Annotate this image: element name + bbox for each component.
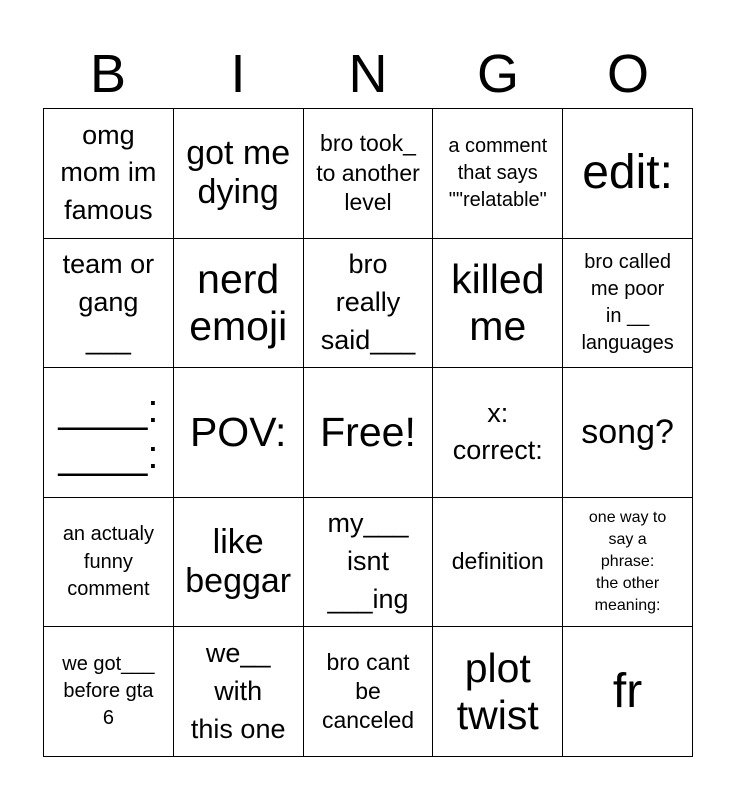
cell-text: song? (581, 412, 674, 451)
cell-text: x: correct: (452, 397, 543, 466)
bingo-cell-r2-c4[interactable] (433, 239, 563, 369)
bingo-cell-r3-c3[interactable] (304, 368, 434, 498)
cell-text: nerd emoji (189, 255, 288, 349)
bingo-cell-r5-c5[interactable] (563, 627, 693, 757)
bingo-cell-r1-c2[interactable] (174, 109, 304, 239)
cell-text: killed me (451, 255, 545, 349)
bingo-cell-r3-c4[interactable] (433, 368, 563, 498)
header-letter-n: N (348, 44, 388, 104)
bingo-cell-r4-c5[interactable] (563, 498, 693, 628)
cell-text: like beggar (185, 523, 292, 601)
cell-text: we got___ before gta 6 (62, 652, 155, 730)
bingo-cell-r4-c1[interactable] (44, 498, 174, 628)
cell-text: team or gang ___ (62, 249, 155, 355)
cell-text: a comment that says ""relatable" (448, 134, 548, 211)
cell-text: omg mom im famous (60, 119, 157, 226)
bingo-cell-r2-c5[interactable] (563, 239, 693, 369)
cell-text: fr (612, 664, 643, 718)
cell-text: plot twist (456, 644, 539, 738)
bingo-cell-r4-c2[interactable] (174, 498, 304, 628)
bingo-cell-r3-c1[interactable] (44, 368, 174, 498)
bingo-cell-r3-c2[interactable] (174, 368, 304, 498)
bingo-cell-r5-c3[interactable] (304, 627, 434, 757)
cell-text: bro took_ to another level (316, 130, 420, 215)
cell-text: one way to say a phrase: the other meaning: (588, 508, 667, 615)
bingo-cell-r5-c2[interactable] (174, 627, 304, 757)
header-letter-b: B (89, 44, 127, 104)
cell-text: bro really said___ (320, 249, 416, 355)
cell-text: ____: ____: (58, 387, 159, 478)
bingo-cell-r5-c4[interactable] (433, 627, 563, 757)
bingo-cell-r2-c3[interactable] (304, 239, 434, 369)
bingo-cell-r1-c5[interactable] (563, 109, 693, 239)
cell-text: Free! (320, 408, 416, 455)
bingo-cell-r1-c1[interactable] (44, 109, 174, 239)
bingo-cell-r3-c5[interactable] (563, 368, 693, 498)
cell-text: edit: (582, 146, 673, 200)
bingo-cell-r2-c2[interactable] (174, 239, 304, 369)
cell-text: my___ isnt ___ing (327, 508, 409, 614)
header-letter-g: G (476, 44, 519, 104)
header-letter-i: I (230, 44, 246, 104)
cell-text: definition (451, 548, 544, 575)
cell-text: POV: (189, 408, 287, 455)
cell-text: we__ with this one (190, 638, 286, 744)
cell-text: bro called me poor in __ languages (581, 250, 674, 355)
cell-text: bro cant be canceled (321, 648, 415, 734)
bingo-cell-r1-c4[interactable] (433, 109, 563, 239)
bingo-cell-r4-c4[interactable] (433, 498, 563, 628)
bingo-cell-r4-c3[interactable] (304, 498, 434, 628)
bingo-board (43, 108, 693, 757)
bingo-cell-r5-c1[interactable] (44, 627, 174, 757)
bingo-header (43, 40, 693, 108)
cell-text: an actualy funny comment (62, 523, 154, 600)
bingo-cell-r2-c1[interactable] (44, 239, 174, 369)
bingo-cell-r1-c3[interactable] (304, 109, 434, 239)
header-letter-o: O (606, 44, 649, 104)
cell-text: got me dying (186, 134, 291, 212)
